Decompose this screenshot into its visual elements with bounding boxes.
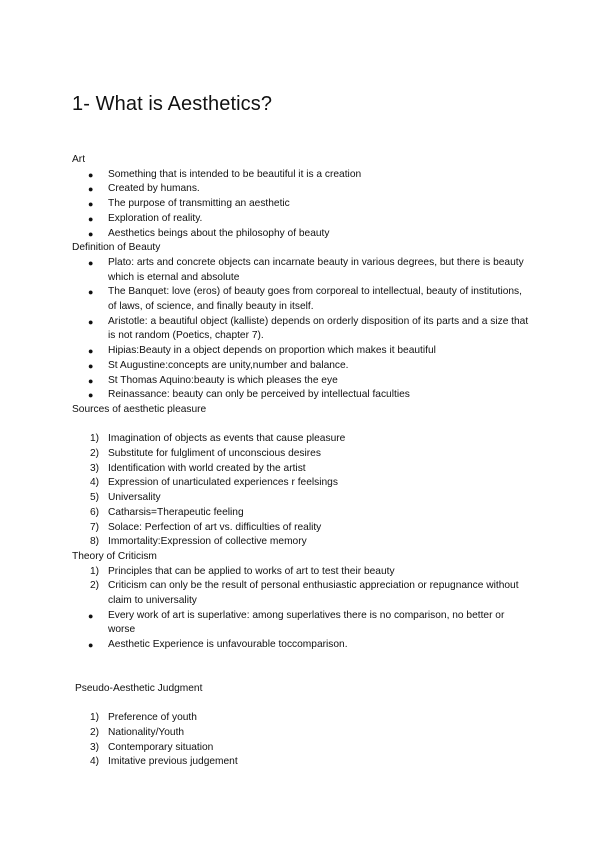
list-number: 1): [90, 712, 100, 724]
beauty-list: [72, 256, 532, 403]
bullet-icon: ●: [88, 390, 94, 401]
bullet-icon: ●: [88, 169, 94, 180]
bullet-icon: ●: [88, 228, 94, 239]
bullet-icon: ●: [88, 640, 94, 651]
list-number: 4): [90, 477, 100, 489]
list-item: 8) Immortality:Expression of collective memory: [72, 535, 532, 550]
list-item: ● Hipias:Beauty in a object depends on proportion which makes it beautiful: [72, 344, 532, 359]
spacer: [72, 697, 532, 712]
list-item: 1) Imagination of objects as events that cause pleasure: [72, 432, 532, 447]
list-item: ● Exploration of reality.: [72, 212, 532, 227]
list-item: ● The Banquet: love (eros) of beauty goes from corporeal to intellectual, beauty of institutions, of laws, of science, and finally beauty in itself.: [88, 286, 522, 313]
page-title: 1- What is Aesthetics?: [72, 93, 273, 115]
list-item: 2) Substitute for fulgliment of unconscious desires: [72, 447, 532, 462]
list-item: ● St Augustine:concepts are unity,number and balance.: [72, 359, 532, 374]
document-body: [72, 153, 532, 770]
list-item: 4) Expression of unarticulated experiences r feelsings: [72, 476, 532, 491]
list-number: 2): [90, 726, 100, 738]
criticism-bulleted-list: [72, 609, 532, 653]
list-number: 1): [90, 433, 100, 445]
bullet-icon: ●: [88, 287, 94, 298]
list-number: 3): [90, 462, 100, 474]
bullet-icon: ●: [88, 199, 94, 210]
list-item: ● St Thomas Aquino:beauty is which pleases the eye: [72, 374, 532, 389]
spacer: [72, 653, 532, 682]
bullet-icon: ●: [88, 257, 94, 268]
list-item: 3) Identification with world created by the artist: [72, 462, 532, 477]
bullet-icon: ●: [88, 346, 94, 357]
list-item: ● Created by humans.: [72, 182, 532, 197]
list-item: ● Reinassance: beauty can only be perceived by intellectual faculties: [72, 388, 532, 403]
list-item: 1) Principles that can be applied to works of art to test their beauty: [72, 565, 532, 580]
criticism-numbered-list: [72, 565, 532, 609]
bullet-icon: ●: [88, 213, 94, 224]
section-heading-pseudo: Pseudo-Aesthetic Judgment: [75, 682, 203, 694]
list-item: 2) Nationality/Youth: [72, 726, 532, 741]
list-item: ● Plato: arts and concrete objects can incarnate beauty in various degrees, but there is beauty which is eternal and absolute: [88, 256, 524, 283]
list-item: 2) Criticism can only be the result of personal enthusiastic appreciation or repugnance without claim to universality: [90, 580, 519, 607]
list-number: 4): [90, 756, 100, 768]
list-item: ● Aristotle: a beautiful object (kalliste) depends on orderly disposition of its parts and a size that is not random (Poetics, chapter 7).: [88, 315, 529, 342]
list-number: 2): [90, 448, 100, 460]
list-number: 7): [90, 521, 100, 533]
list-item: 6) Catharsis=Therapeutic feeling: [72, 506, 532, 521]
list-item: ● Something that is intended to be beautiful it is a creation: [72, 168, 532, 183]
section-heading-sources: Sources of aesthetic pleasure: [72, 403, 207, 415]
list-item: 1) Preference of youth: [72, 711, 532, 726]
list-item: ● Aesthetic Experience is unfavourable toccomparison.: [72, 638, 532, 653]
bullet-icon: ●: [88, 316, 94, 327]
bullet-icon: ●: [88, 610, 94, 621]
section-heading-criticism: Theory of Criticism: [72, 550, 157, 562]
bullet-icon: ●: [88, 360, 94, 371]
art-list: [72, 168, 532, 242]
list-item: ● Every work of art is superlative: among superlatives there is no comparison, no better or worse: [88, 609, 505, 636]
spacer: [72, 418, 532, 433]
list-item: 5) Universality: [72, 491, 532, 506]
bullet-icon: ●: [88, 184, 94, 195]
list-number: 6): [90, 506, 100, 518]
sources-list: [72, 432, 532, 550]
section-heading-beauty: Definition of Beauty: [72, 242, 161, 254]
list-item: 4) Imitative previous judgement: [72, 755, 532, 770]
list-item: 3) Contemporary situation: [72, 741, 532, 756]
list-number: 3): [90, 741, 100, 753]
list-item: ● The purpose of transmitting an aesthetic: [72, 197, 532, 212]
list-number: 1): [90, 565, 100, 577]
list-number: 2): [90, 580, 100, 592]
list-item: ● Aesthetics beings about the philosophy of beauty: [72, 227, 532, 242]
bullet-icon: ●: [88, 375, 94, 386]
pseudo-list: [72, 711, 532, 770]
list-number: 8): [90, 536, 100, 548]
list-item: 7) Solace: Perfection of art vs. difficulties of reality: [72, 521, 532, 536]
section-heading-art: Art: [72, 154, 86, 165]
list-number: 5): [90, 492, 100, 504]
